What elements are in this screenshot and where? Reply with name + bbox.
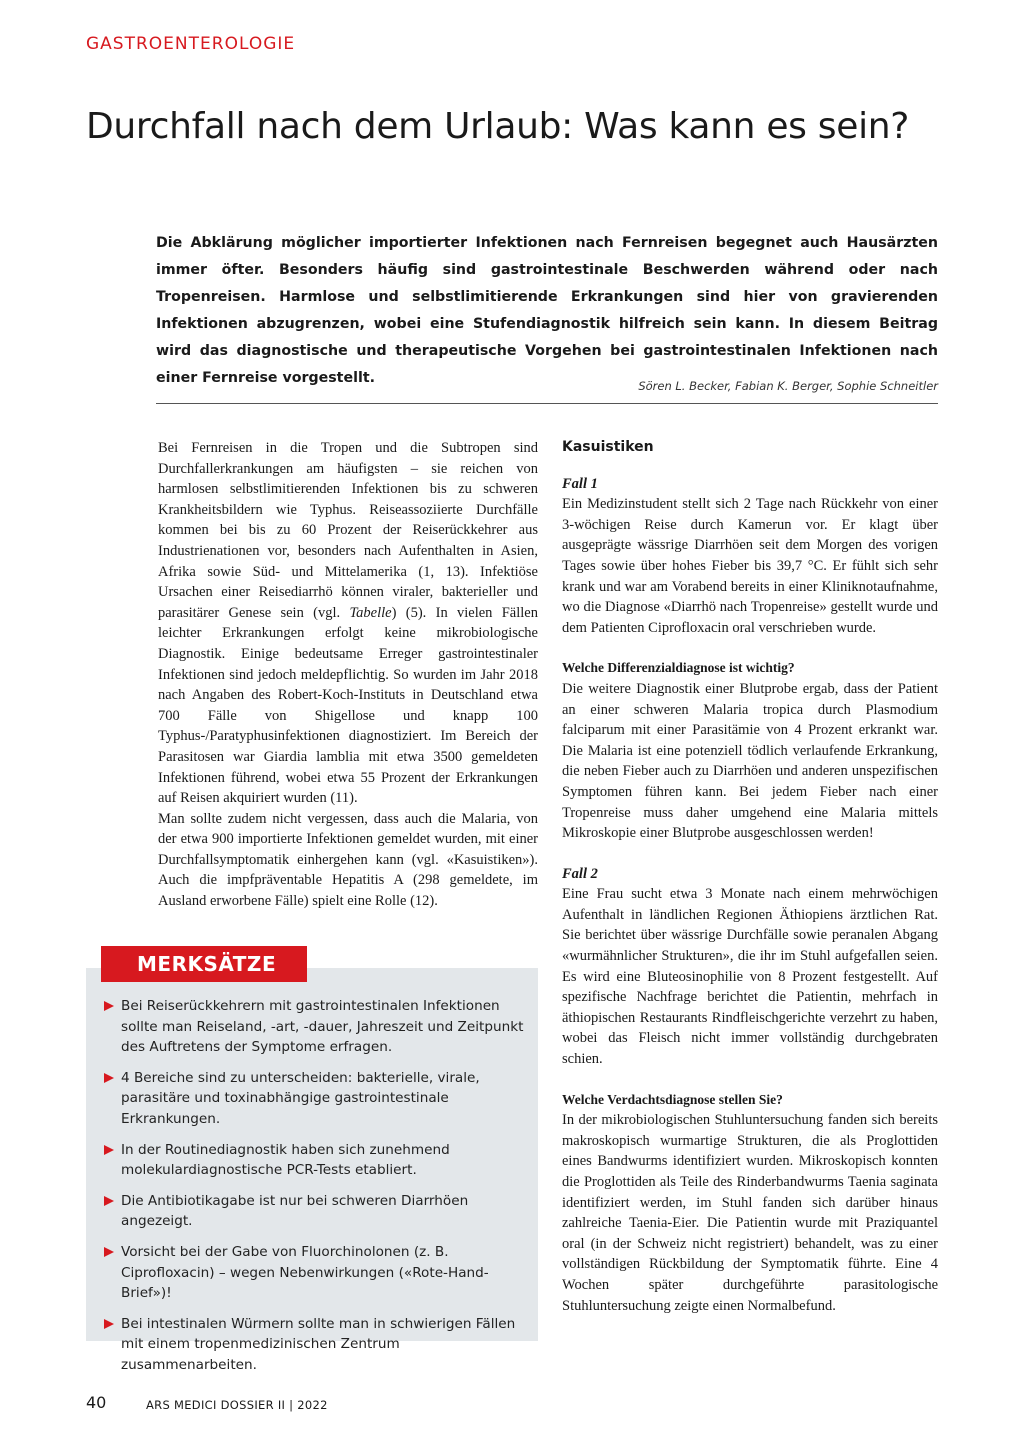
merksatz-item: [104, 1242, 524, 1304]
merksatz-item: [104, 1140, 524, 1181]
page-number: 40: [86, 1393, 107, 1412]
body-left-column: [158, 438, 538, 912]
article-authors: Sören L. Becker, Fabian K. Berger, Sophie Schneitler: [638, 379, 938, 393]
case-1-question: Welche Differenzialdiagnose ist wichtig?: [562, 660, 795, 676]
bullet-triangle-icon: [104, 1247, 114, 1257]
body-paragraph-1-text-a: Bei Fernreisen in die Tropen und die Subtropen sind Durchfallerkrankungen am häufigsten – sie reichen von harmlosen selbstlimitierenden Infektionen bis zu schweren Krankheitsbildern wie Typhus. Reiseassoziierte Durchfälle kommen bei bis zu 60 Prozent der Reiserückkehrer aus Industrienationen vor, besonders nach Aufenthalten in Asien, Afrika sowie Süd- und Mittelamerika (1, 13). Infektiöse Ursachen einer Reisediarrhö können viraler, bakterieller und parasitärer Genese sein (vgl.: [158, 440, 538, 621]
case-2-text: Eine Frau sucht etwa 3 Monate nach einem mehrwöchigen Aufenthalt in ländlichen Regionen Äthiopiens ärztlichen Rat. Sie berichtet über wässrige Durchfälle sowie peranalen Abgang «wurmähnlicher Strukturen», die ihr im Stuhl aufgefallen seien. Es wird eine Bluteosinophilie von 8 Prozent festgestellt. Auf spezifische Nachfrage berichtet die Patientin, mehrfach in äthiopischen Restaurants Rindfleischgerichte verzehrt zu haben, wobei das Fleisch nicht immer vollständig durchgebraten schien.: [562, 886, 938, 1068]
body-paragraph-1: [158, 438, 538, 809]
kasuistiken-heading: Kasuistiken: [562, 439, 654, 455]
case-1-answer: Die weitere Diagnostik einer Blutprobe ergab, dass der Patient an einer schweren Malaria tropica durch Plasmodium falciparum mit einer Parasitämie von 4 Prozent erkrankt war. Die Malaria ist eine potenziell tödlich verlaufende Erkrankung, die neben Fieber auch zu Diarrhöen und anderen unspezifischen Symptomen führen kann. Bei jedem Fieber nach einer Tropenreise muss daher umgehend eine Malaria mittels Mikroskopie einer Blutprobe ausgeschlossen werden!: [562, 680, 938, 842]
spacer: [562, 638, 938, 658]
body-paragraph-1-text-b: ) (5). In vielen Fällen leichter Erkrankungen erfolgt keine mikrobiologische Diagnostik. Einige bedeutsame Erreger gastrointestinaler Infektionen sind jedoch meldepflichtig. So wurden im Jahr 2018 nach Angaben des Robert-Koch-Instituts in Deutschland etwa 700 Fälle von Shigellose und knapp 100 Typhus-/Paratyphusinfektionen diagnostiziert. Im Bereich der Parasitosen war Giardia lamblia mit etwa 3500 gemeldeten Infektionen führend, wobei etwa 55 Prozent der Erkrankungen auf Reisen akquiriert wurden (11).: [158, 604, 538, 807]
case-2-label: Fall 2: [562, 865, 598, 882]
table-reference: Tabelle: [349, 604, 392, 621]
merksatz-text: Die Antibiotikagabe ist nur bei schweren Diarrhöen angezeigt.: [121, 1192, 469, 1230]
case-1-text: Ein Medizinstudent stellt sich 2 Tage nach Rückkehr von einer 3-wöchigen Reise durch Kamerun vor. Er klagt über ausgeprägte wässrige Diarrhöen seit dem Morgen des vorigen Tages sowie über hohes Fieber bis 39,7 °C. Er fühlt sich sehr krank und war am Vorabend bereits in einer Kliniknotaufnahme, wo die Diagnose «Diarrhö nach Tropenreise» gestellt wurde und dem Patienten Ciprofloxacin oral verschrieben wurde.: [562, 496, 938, 636]
article-title: Durchfall nach dem Urlaub: Was kann es sein?: [86, 106, 910, 147]
merksatz-item: [104, 1314, 524, 1376]
case-2-question: Welche Verdachtsdiagnose stellen Sie?: [562, 1091, 783, 1107]
journal-footer: ARS MEDICI DOSSIER II | 2022: [146, 1398, 328, 1412]
spacer: [562, 844, 938, 864]
merksatz-text: In der Routinediagnostik haben sich zunehmend molekulardiagnostische PCR-Tests etabliert.: [121, 1141, 450, 1179]
merksatz-text: Bei intestinalen Würmern sollte man in schwierigen Fällen mit einem tropenmedizinischen Zentrum zusammenarbeiten.: [121, 1315, 516, 1373]
merksatz-text: 4 Bereiche sind zu unterscheiden: bakterielle, virale, parasitäre und toxinabhängige gastrointestinale Erkrankungen.: [121, 1069, 480, 1127]
bullet-triangle-icon: [104, 1319, 114, 1329]
merksaetze-list: [104, 996, 524, 1386]
bullet-triangle-icon: [104, 1001, 114, 1011]
body-paragraph-2: Man sollte zudem nicht vergessen, dass auch die Malaria, von der etwa 900 importierte Infektionen gemeldet wurden, mit einer Durchfallsymptomatik einhergehen kann (vgl. «Kasuistiken»). Auch die impfpräventable Hepatitis A (298 gemeldete, im Ausland erworbene Fälle) spielt eine Rolle (12).: [158, 810, 538, 910]
bullet-triangle-icon: [104, 1196, 114, 1206]
merksatz-text: Bei Reiserückkehrern mit gastrointestinalen Infektionen sollte man Reiseland, -art, -dauer, Jahreszeit und Zeitpunkt des Auftretens der Symptome erfragen.: [121, 998, 524, 1056]
case-1-label: Fall 1: [562, 475, 598, 492]
header-divider: [156, 403, 938, 404]
merksatz-item: [104, 996, 524, 1058]
bullet-triangle-icon: [104, 1145, 114, 1155]
merksatz-text: Vorsicht bei der Gabe von Fluorchinolonen (z. B. Ciprofloxacin) – wegen Nebenwirkungen («Rote-Hand-Brief»)!: [121, 1243, 489, 1302]
article-lead: Die Abklärung möglicher importierter Infektionen nach Fernreisen begegnet auch Hausärzten immer öfter. Besonders häufig sind gastrointestinale Beschwerden während oder nach Tropenreisen. Harmlose und selbstlimitierende Erkrankungen sind hier von gravierenden Infektionen abzugrenzen, wobei eine Stufendiagnostik hilfreich sein kann. In diesem Beitrag wird das diagnostische und therapeutische Vorgehen bei gastrointestinalen Infektionen nach einer Fernreise vorgestellt.: [156, 235, 938, 386]
merksatz-item: [104, 1191, 524, 1232]
case-2-answer: In der mikrobiologischen Stuhluntersuchung fanden sich bereits makroskopisch wurmartige Strukturen, die als Proglottiden eines Bandwurms identifiziert wurden. Mikroskopisch konnten die Proglottiden als Teile des Rinderbandwurms Taenia saginata identifiziert werden, im Stuhl fanden sich darüber hinaus zahlreiche Taenia-Eier. Die Patientin wurde mit Praziquantel oral (in der Schweiz nicht registriert) behandelt, was zu einer vollständigen Rückbildung der Symptomatik führte. Eine 4 Wochen später durchgeführte parasitologische Stuhluntersuchung zeigte einen Normalbefund.: [562, 1112, 938, 1314]
bullet-triangle-icon: [104, 1073, 114, 1083]
section-category: GASTROENTEROLOGIE: [86, 34, 296, 54]
body-right-column: [562, 437, 938, 1316]
merksatz-item: [104, 1068, 524, 1130]
spacer: [562, 1070, 938, 1090]
merksaetze-heading: MERKSÄTZE: [101, 946, 307, 982]
